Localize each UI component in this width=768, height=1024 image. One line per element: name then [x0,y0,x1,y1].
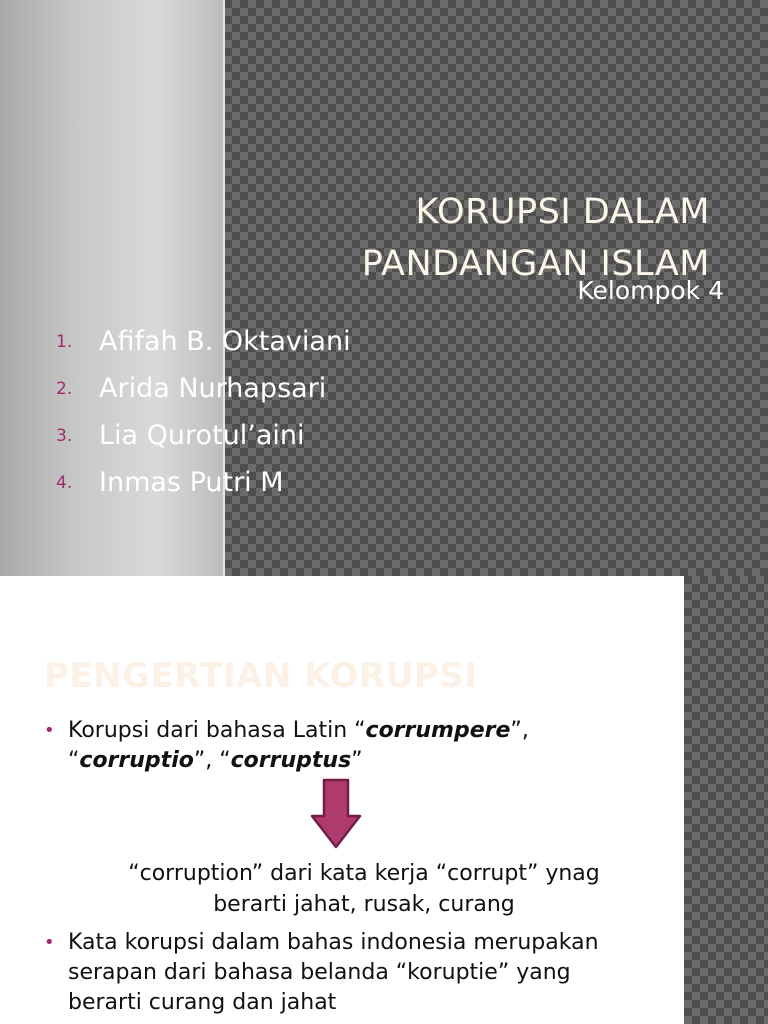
bullet-text [68,716,529,776]
bullet-dot: • [44,720,55,741]
bullet-line: berarti curang dan jahat [68,990,337,1015]
slide-subtitle: Kelompok 4 [577,276,724,305]
member-name: Lia Qurotul’aini [99,420,305,451]
member-item [56,365,351,412]
member-number: 1. [56,331,73,352]
bullet-line: Kata korupsi dalam bahas indonesia merupakan [68,930,599,955]
definition-line-2: berarti jahat, rusak, curang [213,892,515,917]
member-item [56,318,351,365]
slide-title [362,186,710,290]
definition-text [44,858,684,920]
slide-title-line-1: KORUPSI DALAM [415,192,710,232]
right-pattern-strip [684,576,768,1024]
member-name: Inmas Putri M [99,467,284,498]
member-number: 2. [56,378,73,399]
member-name: Arida Nurhapsari [99,373,327,404]
definition-line-1: “corruption” dari kata kerja “corrupt” ynag [128,861,600,886]
text-run: ”, [510,718,529,743]
bullet-line [68,746,529,776]
bullet-line: serapan dari bahasa belanda “koruptie” yang [68,960,571,985]
text-run: “ [68,748,80,773]
text-run: Korupsi dari bahasa Latin “ [68,718,366,743]
member-list [56,318,351,506]
latin-word: corrumpere [365,718,511,743]
bullet-text [68,928,599,1018]
content-slide [0,576,768,1024]
text-run: ”, “ [193,748,231,773]
member-name: Afifah B. Oktaviani [99,326,351,357]
arrow-down-icon [309,778,363,850]
bullet-dot: • [44,932,55,953]
slide-title-line-2: PANDANGAN ISLAM [361,244,710,284]
member-item [56,459,351,506]
member-number: 3. [56,425,73,446]
bullet-item [44,928,644,1018]
bullet-line [68,716,529,746]
slide-heading: PENGERTIAN KORUPSI [44,656,478,696]
text-run: ” [351,748,363,773]
member-item [56,412,351,459]
latin-word: corruptus [230,748,352,773]
latin-word: corruptio [79,748,194,773]
member-number: 4. [56,472,73,493]
bullet-item [44,716,644,776]
